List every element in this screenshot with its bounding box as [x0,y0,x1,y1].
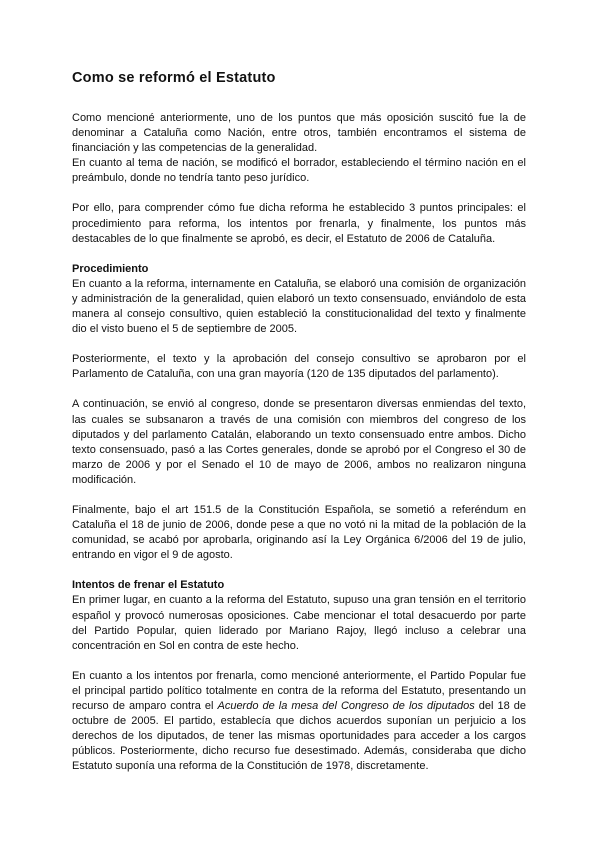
procedimiento-paragraph-4: Finalmente, bajo el art 151.5 de la Constitución Española, se sometió a referéndum en Cataluña el 18 de junio de 2006, donde pese a que no votó ni la mitad de la población de la comunidad, se acabó por aprobarla, originando así la Ley Orgánica 6/2006 del 19 de julio, entrando en vigor el 9 de agosto. [72,503,526,562]
intro-paragraph-1: Como mencioné anteriormente, uno de los puntos que más oposición suscitó fue la de denominar a Cataluña como Nación, entre otros, también encontramos el sistema de financiación y las competencias de la generalidad. [72,112,526,155]
intentos-p2-text-after: del 18 de octubre de 2005. El partido, establecía que dichos acuerdos suponían un perjuicio a los derechos de los diputados, de tener las mismas oportunidades para acceder a los cargos públicos. Posteriormente, dicho recurso fue desestimado. Además, consideraba que dicho Estatuto suponía una reforma de la Constitución de 1978, discretamente. [72,700,526,773]
document-title: Como se reformó el Estatuto [72,70,276,86]
procedimiento-paragraph-2: Posteriormente, el texto y la aprobación del consejo consultivo se aprobaron por el Parlamento de Cataluña, con una gran mayoría (120 de 135 diputados del parlamento). [72,353,526,381]
intentos-heading: Intentos de frenar el Estatuto [72,579,225,592]
procedimiento-heading: Procedimiento [72,262,149,275]
intentos-paragraph-1: En primer lugar, en cuanto a la reforma del Estatuto, supuso una gran tensión en el territorio español y provocó numerosas oposiciones. Cabe mencionar el total desacuerdo por parte del Partido Popular, quien liderado por Mariano Rajoy, llegó incluso a celebrar una concentración en Sol en contra de este hecho. [72,594,526,652]
intro-paragraph-3: Por ello, para comprender cómo fue dicha reforma he establecido 3 puntos principales: el procedimiento para reforma, los intentos por frenarla, y finalmente, los puntos más destacables de lo que finalmente se aprobó, es decir, el Estatuto de 2006 de Cataluña. [72,202,526,245]
intentos-p2-text-before: En cuanto a los intentos por frenarla, como mencioné anteriormente, el Partido Popular fue el principal partido político totalmente en contra de la reforma del Estatuto, presentando un recurso de amparo contra el [72,669,526,712]
procedimiento-paragraph-3: A continuación, se envió al congreso, donde se presentaron diversas enmiendas del texto, las cuales se subsanaron a través de una comisión con miembros del congreso de los diputados y del parlamento Catalán, elaborando un texto consensuado entre ambos. Dicho texto consensuado, pasó a las Cortes generales, donde se aprobó por el Congreso el 30 de marzo de 2006 y por el Senado el 10 de mayo de 2006, ambos no realizaron ninguna modificación. [72,398,526,486]
intentos-p2-italic-title: Acuerdo de la mesa del Congreso de los diputados [217,700,475,712]
intro-paragraph-2: En cuanto al tema de nación, se modificó el borrador, estableciendo el término nación en el preámbulo, donde no tendría tanto peso jurídico. [72,157,526,185]
intentos-paragraph-2 [72,669,526,775]
procedimiento-paragraph-1: En cuanto a la reforma, internamente en Cataluña, se elaboró una comisión de organización y administración de la generalidad, quien elaboró un texto consensuado, enviándolo de esta manera al consejo consultivo, quien estableció la constitucionalidad del texto y finalmente dio el visto bueno el 5 de septiembre de 2005. [72,277,526,336]
document-page [72,70,526,774]
